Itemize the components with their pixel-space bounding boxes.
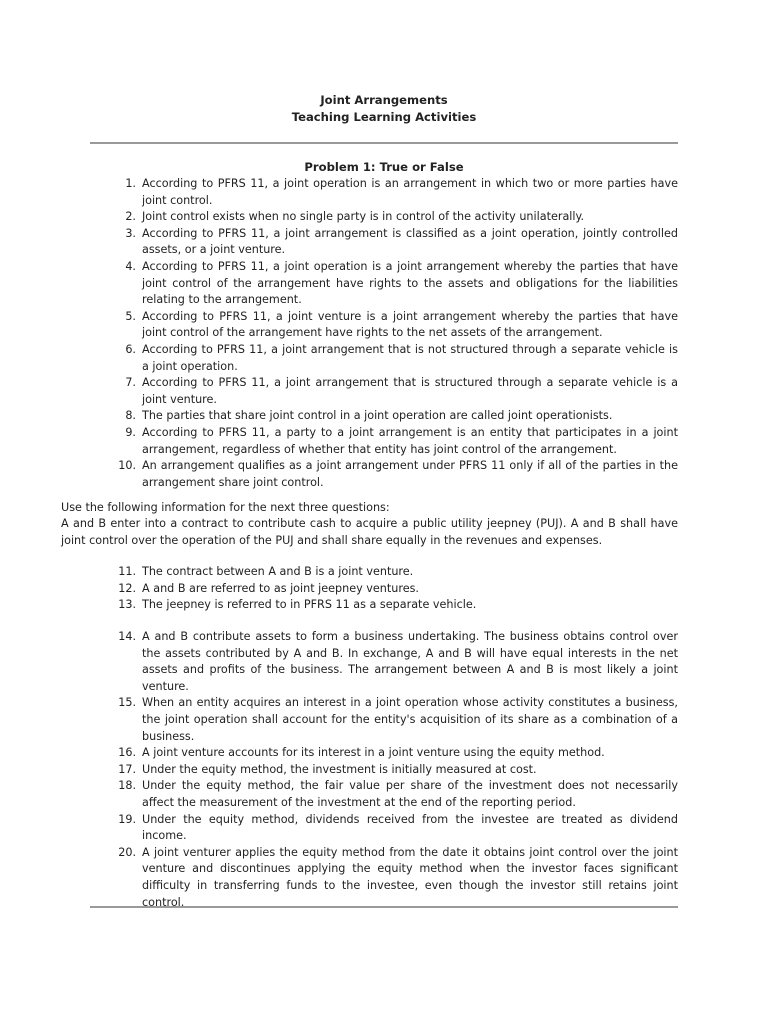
item-number: 2. <box>125 210 136 224</box>
list-item <box>106 408 678 425</box>
top-divider <box>90 142 678 144</box>
item-text: Under the equity method, dividends received from the investee are treated as dividend income. <box>142 812 678 843</box>
item-number: 14. <box>118 630 136 643</box>
item-text: A joint venturer applies the equity method from the date it obtains joint control over the joint venture and discontinues applying the equity method when the investor faces significant difficulty in transferring funds to the investee, even though the investor still retains joint control. <box>142 845 678 909</box>
bottom-divider <box>90 906 678 908</box>
list-item <box>106 778 678 811</box>
item-text: According to PFRS 11, a joint operation is an arrangement in which two or more parties have joint control. <box>142 177 678 207</box>
item-number: 6. <box>125 342 136 356</box>
document-subtitle: Teaching Learning Activities <box>291 110 477 124</box>
list-item <box>106 597 678 614</box>
document-title: Joint Arrangements <box>320 93 448 107</box>
list-item <box>106 375 678 408</box>
item-text: A and B contribute assets to form a business undertaking. The business obtains control over the assets contributed by A and B. In exchange, A and B will have equal interests in the net assets and profits of the business. The arrangement between A and B is most likely a joint venture. <box>142 630 678 693</box>
list-item <box>106 762 678 779</box>
question-list-part-1 <box>106 176 678 491</box>
item-text: According to PFRS 11, a joint arrangement that is structured through a separate vehicle is a joint venture. <box>142 376 678 406</box>
question-list-part-2 <box>106 564 678 614</box>
item-number: 7. <box>125 376 136 390</box>
item-number: 1. <box>125 177 136 190</box>
item-text: According to PFRS 11, a joint venture is a joint arrangement whereby the parties that have joint control of the arrangement have rights to the net assets of the arrangement. <box>142 309 678 340</box>
item-number: 11. <box>118 565 136 578</box>
item-number: 13. <box>118 598 136 612</box>
info-lead: Use the following information for the next three questions: <box>61 501 390 514</box>
item-text: According to PFRS 11, a joint arrangement that is not structured through a separate vehicle is a joint operation. <box>142 342 678 373</box>
item-number: 17. <box>118 762 136 776</box>
list-item <box>106 209 678 226</box>
list-item <box>106 342 678 375</box>
item-number: 15. <box>118 696 136 710</box>
item-number: 10. <box>118 459 136 473</box>
item-number: 8. <box>125 409 136 423</box>
item-text: An arrangement qualifies as a joint arrangement under PFRS 11 only if all of the parties in the arrangement share joint control. <box>142 459 678 489</box>
item-number: 19. <box>118 812 136 826</box>
item-number: 12. <box>118 581 136 595</box>
item-text: The contract between A and B is a joint venture. <box>142 565 414 578</box>
item-number: 4. <box>125 259 136 273</box>
item-number: 3. <box>125 226 136 240</box>
list-item <box>106 812 678 845</box>
list-item <box>106 176 678 209</box>
item-text: Joint control exists when no single party is in control of the activity unilaterally. <box>142 210 585 224</box>
item-text: Under the equity method, the fair value per share of the investment does not necessarily affect the measurement of the investment at the end of the reporting period. <box>142 779 678 809</box>
list-item <box>106 458 678 491</box>
list-item <box>106 564 678 581</box>
list-item <box>106 745 678 762</box>
list-item <box>106 259 678 309</box>
list-item <box>106 425 678 458</box>
item-number: 18. <box>118 779 136 793</box>
item-text: According to PFRS 11, a party to a joint arrangement is an entity that participates in a joint arrangement, regardless of whether that entity has joint control of the arrangement. <box>142 425 678 456</box>
item-number: 20. <box>118 845 136 859</box>
item-number: 9. <box>125 425 136 439</box>
item-text: When an entity acquires an interest in a joint operation whose activity constitutes a business, the joint operation shall account for the entity's acquisition of its share as a combination of a business. <box>142 696 678 743</box>
list-item <box>106 695 678 745</box>
item-text: A and B are referred to as joint jeepney ventures. <box>142 581 419 595</box>
list-item <box>106 845 678 911</box>
item-number: 5. <box>125 309 136 323</box>
list-item <box>106 226 678 259</box>
list-item <box>106 629 678 695</box>
info-body: A and B enter into a contract to contribute cash to acquire a public utility jeepney (PUJ). A and B shall have joint control over the operation of the PUJ and shall share equally in the revenues and expenses. <box>61 517 678 547</box>
item-text: According to PFRS 11, a joint operation is a joint arrangement whereby the parties that have joint control of the arrangement have rights to the assets and obligations for the liabilities relating to the arrangement. <box>142 259 678 307</box>
item-text: The parties that share joint control in a joint operation are called joint operationists. <box>142 409 613 423</box>
item-text: A joint venture accounts for its interest in a joint venture using the equity method. <box>142 746 605 760</box>
list-item <box>106 581 678 598</box>
item-text: The jeepney is referred to in PFRS 11 as a separate vehicle. <box>142 598 477 612</box>
question-list-part-3 <box>106 629 678 911</box>
item-number: 16. <box>118 746 136 760</box>
problem-heading: Problem 1: True or False <box>304 160 464 174</box>
item-text: Under the equity method, the investment is initially measured at cost. <box>142 762 537 776</box>
item-text: According to PFRS 11, a joint arrangement is classified as a joint operation, jointly controlled assets, or a joint venture. <box>142 226 678 257</box>
list-item <box>106 309 678 342</box>
